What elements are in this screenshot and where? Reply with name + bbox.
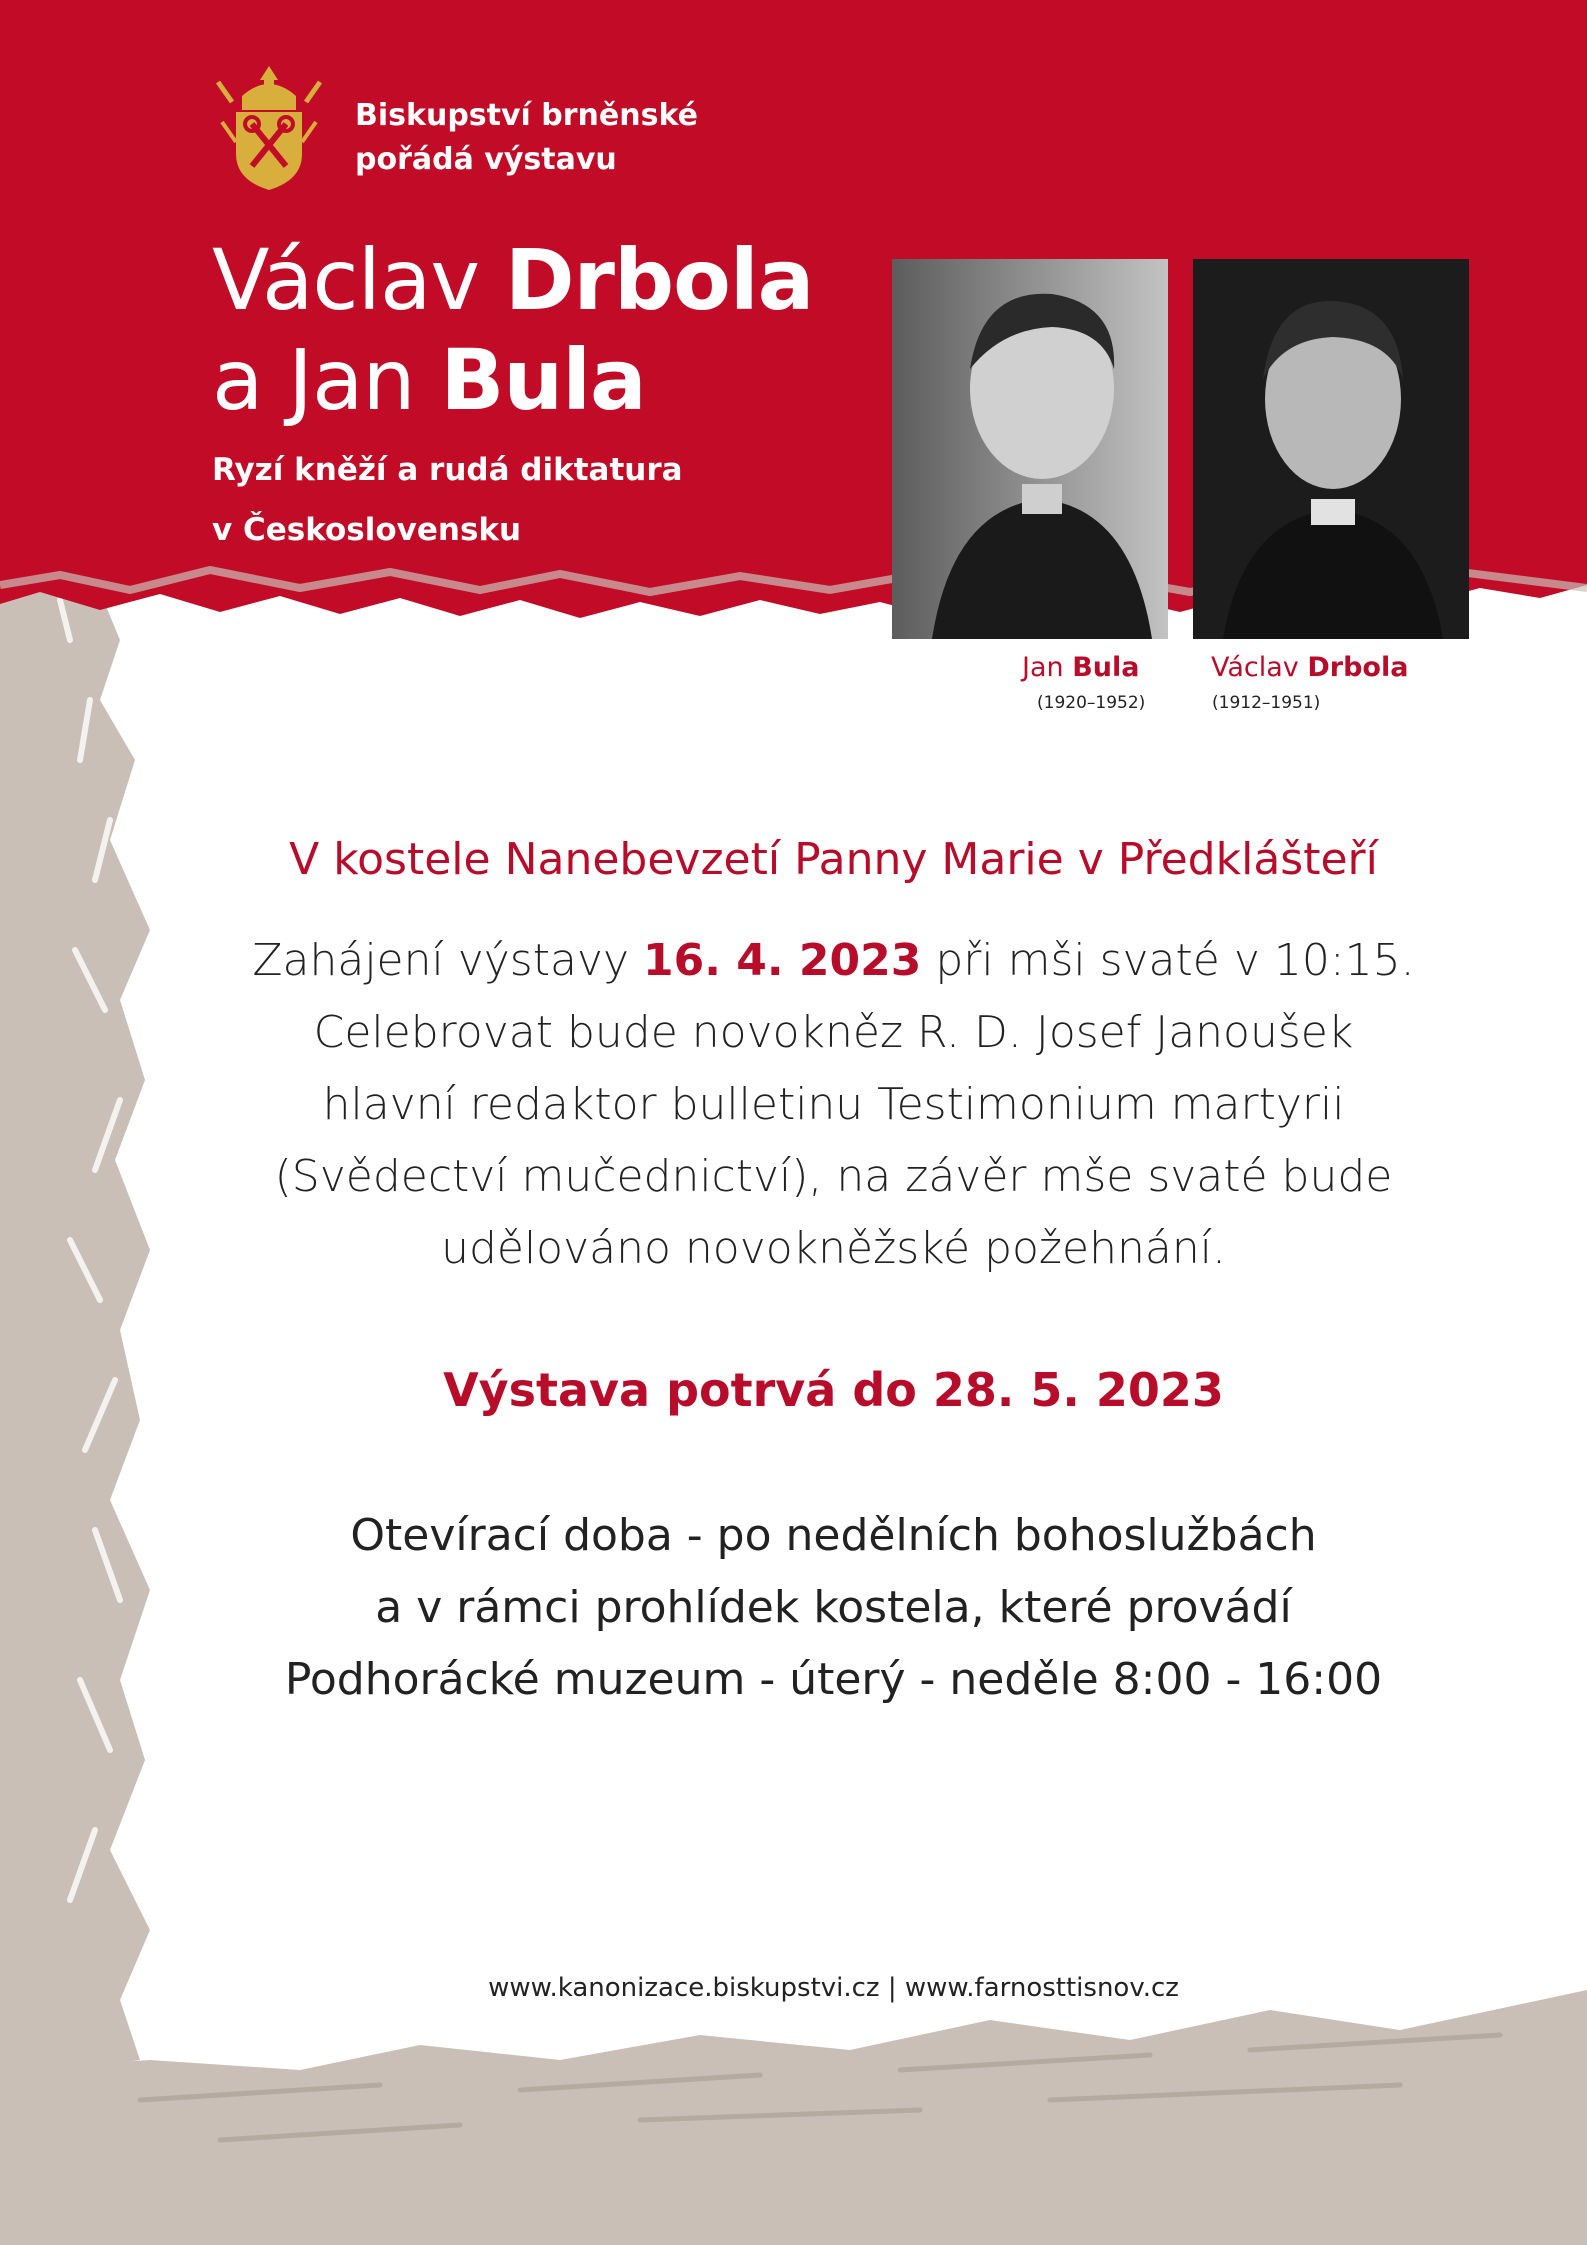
exhibition-title bbox=[212, 230, 813, 430]
paragraph-line-3: hlavní redaktor bulletinu Testimonium martyrii bbox=[322, 1079, 1345, 1130]
portrait-jan-bula bbox=[892, 259, 1168, 639]
bishop-crest-icon bbox=[212, 62, 326, 192]
subtitle-line-2: v Československu bbox=[212, 512, 522, 548]
hours-line-1: Otevírací doba - po nedělních bohoslužbách bbox=[350, 1510, 1317, 1561]
exhibition-subtitle bbox=[212, 440, 683, 560]
paragraph-line-4: (Svědectví mučednictví), na závěr mše svaté bude bbox=[274, 1151, 1393, 1202]
portrait-vaclav-drbola bbox=[1193, 259, 1469, 639]
caption-2-last: Drbola bbox=[1307, 652, 1409, 683]
opening-suffix: při mši svaté v 10:15. bbox=[921, 935, 1415, 986]
title-line-2-regular: a Jan bbox=[212, 331, 441, 429]
organizer-text bbox=[355, 94, 698, 182]
organizer-line-1: Biskupství brněnské bbox=[355, 98, 698, 133]
opening-paragraph bbox=[160, 925, 1507, 1285]
years-vaclav-drbola: (1912–1951) bbox=[1212, 693, 1321, 713]
title-line-1-regular: Václav bbox=[212, 231, 505, 329]
opening-line bbox=[160, 925, 1507, 997]
caption-vaclav-drbola bbox=[1211, 652, 1408, 683]
opening-prefix: Zahájení výstavy bbox=[252, 935, 643, 986]
exhibition-end-date: Výstava potrvá do 28. 5. 2023 bbox=[443, 1363, 1224, 1417]
paragraph-line-5: udělováno novokněžské požehnání. bbox=[441, 1223, 1226, 1274]
caption-jan-bula bbox=[1022, 652, 1139, 683]
years-jan-bula: (1920–1952) bbox=[1037, 693, 1146, 713]
caption-1-last: Bula bbox=[1072, 652, 1140, 683]
opening-date: 16. 4. 2023 bbox=[643, 935, 922, 986]
opening-hours bbox=[160, 1500, 1507, 1716]
caption-2-first: Václav bbox=[1211, 652, 1308, 683]
organizer-block bbox=[212, 62, 326, 197]
title-line-1-bold: Drbola bbox=[504, 231, 814, 329]
hours-line-2: a v rámci prohlídek kostela, které provádí bbox=[375, 1582, 1292, 1633]
subtitle-line-1: Ryzí kněží a rudá diktatura bbox=[212, 452, 683, 488]
hours-line-3: Podhorácké muzeum - úterý - neděle 8:00 - 16:00 bbox=[284, 1654, 1383, 1705]
caption-1-first: Jan bbox=[1022, 652, 1073, 683]
title-line-2-bold: Bula bbox=[440, 331, 646, 429]
footer-links: www.kanonizace.biskupstvi.cz | www.farnosttisnov.cz bbox=[488, 1973, 1179, 2003]
organizer-line-2: pořádá výstavu bbox=[355, 142, 617, 177]
paragraph-line-2: Celebrovat bude novokněz R. D. Josef Janoušek bbox=[313, 1007, 1354, 1058]
location-heading: V kostele Nanebevzetí Panny Marie v Předklášteří bbox=[289, 834, 1378, 885]
